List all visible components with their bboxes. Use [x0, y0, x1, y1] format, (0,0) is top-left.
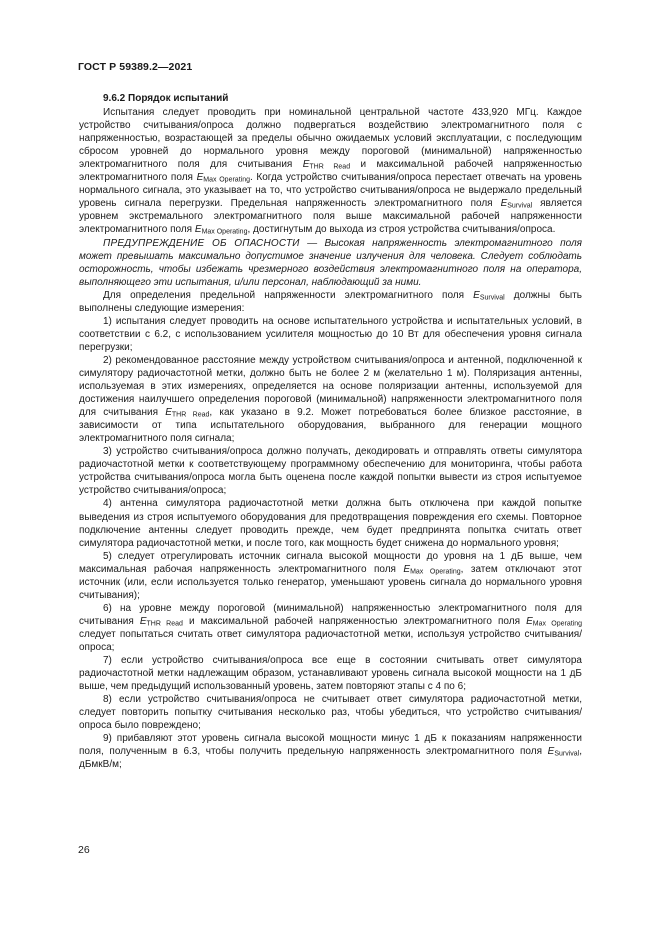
list-item-6: 6) на уровне между пороговой (минимальной) напряженностью электромагнитного поля для считывания $E_{THR Read}$ и максимальной рабочей напряженностью электромагнитного поля $E_{Max Operating}$ следует попытаться считать ответ симулятора радиочастотной метки, используя устройство считывания/опроса;: [79, 602, 582, 653]
list-item-3: 3) устройство считывания/опроса должно получать, декодировать и отправлять ответы симулятора радиочастотной метки к соответствующему программному обеспечению для мониторинга, чтобы работа устройства считывания/опроса могла быть оценена после каждой попытки вывести из строя испытуемое устройство считывания/опроса;: [79, 446, 582, 497]
paragraph-measurements: Для определения предельной напряженности электромагнитного поля $E_{Survival}$ должны быть выполнены следующие измерения:: [79, 289, 582, 314]
document-body: [79, 92, 582, 771]
list-item-8: 8) если устройство считывания/опроса не считывает ответ симулятора радиочастотной метки, следует повторить попытку считывания несколько раз, чтобы убедиться, что устройство считывания/опроса было повреждено;: [79, 694, 582, 732]
list-item-1: 1) испытания следует проводить на основе испытательного устройства и испытательных условий, в соответствии с 6.2, с использованием усилителя мощностью до 10 Вт для обеспечения уровня сигнала перегрузки;: [79, 315, 582, 353]
list-item-7: 7) если устройство считывания/опроса все еще в состоянии считывать ответ симулятора радиочастотной метки надлежащим образом, устанавливают уровень сигнала высокой мощности на 1 дБ выше, чем предыдущий использованный уровень, затем повторяют этапы с 4 по 6;: [79, 655, 582, 693]
list-item-9: 9) прибавляют этот уровень сигнала высокой мощности минус 1 дБ к показаниям напряженности поля, полученным в 6.3, чтобы получить предельную напряженность электромагнитного поля $E_{Survival}$, дБмкВ/м;: [79, 733, 582, 771]
hazard-warning: ПРЕДУПРЕЖДЕНИЕ ОБ ОПАСНОСТИ — Высокая напряженность электромагнитного поля может превышать максимально допустимое значение излучения для человека. Следует соблюдать осторожность, чтобы избежать чрезмерного воздействия электромагнитного поля на оператора, выполняющего эти испытания, и/или персонал, наблюдающий за ними.: [79, 237, 583, 288]
list-item-5: 5) следует отрегулировать источник сигнала высокой мощности до уровня на 1 дБ выше, чем максимальная рабочая напряженность электромагнитного поля $E_{Max Operating}$, затем отключают этот источник (или, если используется только генератор, уменьшают уровень сигнала до нормального уровня считывания);: [79, 550, 583, 601]
list-item-4: 4) антенна симулятора радиочастотной метки должна быть отключена при каждой попытке выведения из строя испытуемого оборудования для предотвращения повреждения его схемы. Повторное подключение антенны следует проводить прежде, чем будет предпринята попытка считать ответ симулятора радиочастотной метки, и после того, как мощность будет снижена до нормального уровня;: [79, 498, 582, 549]
document-header: ГОСТ Р 59389.2—2021: [78, 61, 193, 73]
page-number: 26: [78, 844, 90, 856]
list-item-2: 2) рекомендованное расстояние между устройством считывания/опроса и антенной, подключенной к симулятору радиочастотной метки, должно быть не более 2 м (желательно 1 м). Поляризация антенны, используемая в этих измерениях, определяется на основе поляризации антенны, используемой для достижения наилучшего определения пороговой (минимальной) напряженности электромагнитного поля для считывания $E_{THR Read}$, как указано в 9.2. Может потребоваться более близкое расстояние, в зависимости от типа испытательного оборудования, выбранного для генерации мощного электромагнитного поля сигнала;: [79, 354, 582, 445]
section-heading: 9.6.2 Порядок испытаний: [103, 93, 229, 104]
warning-label: ПРЕДУПРЕЖДЕНИЕ ОБ ОПАСНОСТИ: [103, 237, 300, 249]
paragraph-intro: Испытания следует проводить при номинальной центральной частоте 433,920 МГц. Каждое устройство считывания/опроса должно подвергаться воздействию электромагнитного поля с напряженностью, возрастающей за пределы обычно ожидаемых условий эксплуатации, с последующим сбросом уровней до нормального уровня между пороговой (минимальной) напряженностью электромагнитного поля для считывания $E_{THR Read}$ и максимальной рабочей напряженностью электромагнитного поля $E_{Max Operating}$. Когда устройство считывания/опроса перестает отвечать на уровень нормального сигнала, это указывает на то, что устройство считывания/опроса не выдержало предельный уровень сигнала перегрузки. Предельная напряженность электромагнитного поля $E_{Survival}$ является уровнем экстремального электромагнитного поля выше максимальной рабочей напряженности электромагнитного поля $E_{Max Operating}$, достигнутым до выхода из строя устройства считывания/опроса.: [79, 107, 582, 236]
